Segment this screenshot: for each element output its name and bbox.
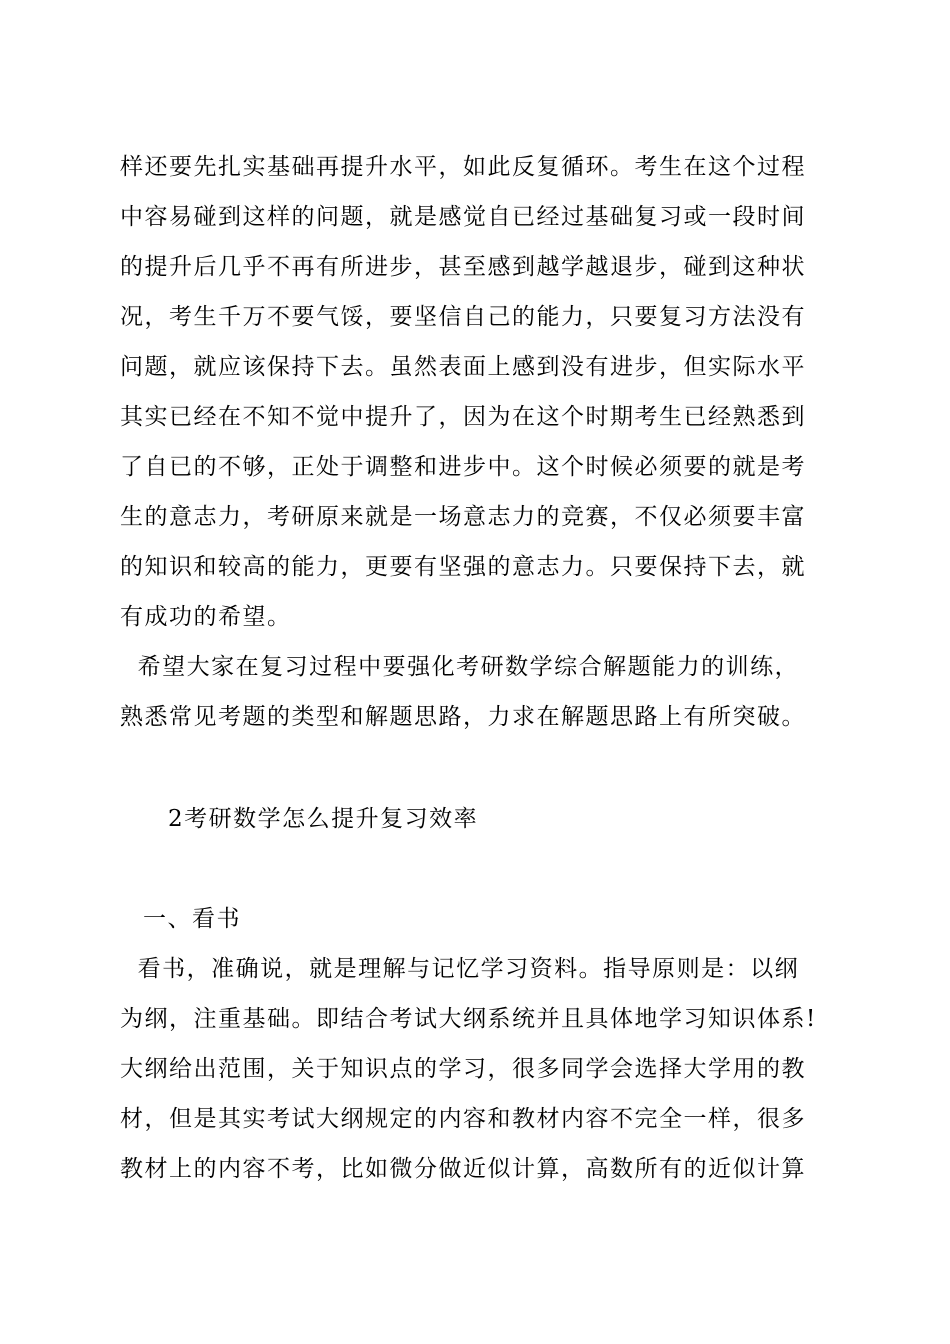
text-line: 问题，就应该保持下去。虽然表面上感到没有进步，但实际水平 <box>120 354 806 380</box>
text-line: 的知识和较高的能力，更要有坚强的意志力。只要保持下去，就 <box>120 554 806 580</box>
subheading-reading <box>143 894 863 944</box>
text-line: 生的意志力，考研原来就是一场意志力的竞赛，不仅必须要丰富 <box>120 504 806 530</box>
text-line: 材，但是其实考试大纲规定的内容和教材内容不完全一样，很多 <box>120 1106 806 1132</box>
text-line: 有成功的希望。 <box>120 604 292 630</box>
text-line: 为纲，注重基础。即结合考试大纲系统并且具体地学习知识体系! <box>120 1006 817 1032</box>
text-line: 况，考生千万不要气馁，要坚信自己的能力，只要复习方法没有 <box>120 304 806 330</box>
text-line: 熟悉常见考题的类型和解题思路，力求在解题思路上有所突破。 <box>120 704 806 730</box>
paragraph-reading <box>120 944 840 1194</box>
subheading-text: 一、看书 <box>143 906 241 932</box>
text-line: 其实已经在不知不觉中提升了，因为在这个时期考生已经熟悉到 <box>120 404 806 430</box>
text-line: 大纲给出范围，关于知识点的学习，很多同学会选择大学用的教 <box>120 1056 806 1082</box>
text-line: 样还要先扎实基础再提升水平，如此反复循环。考生在这个过程 <box>120 154 806 180</box>
section-heading <box>168 794 888 844</box>
text-line: 了自已的不够，正处于调整和进步中。这个时候必须要的就是考 <box>120 454 806 480</box>
text-line: 希望大家在复习过程中要强化考研数学综合解题能力的训练， <box>120 654 800 680</box>
heading-text: 2考研数学怎么提升复习效率 <box>168 806 479 832</box>
paragraph-perseverance <box>120 142 840 642</box>
text-line: 中容易碰到这样的问题，就是感觉自已经过基础复习或一段时间 <box>120 204 806 230</box>
text-line: 教材上的内容不考，比如微分做近似计算，高数所有的近似计算 <box>120 1156 806 1182</box>
paragraph-hope <box>120 642 840 742</box>
text-line: 的提升后几乎不再有所进步，甚至感到越学越退步，碰到这种状 <box>120 254 806 280</box>
text-line: 看书，准确说，就是理解与记忆学习资料。指导原则是：以纲 <box>120 956 800 982</box>
